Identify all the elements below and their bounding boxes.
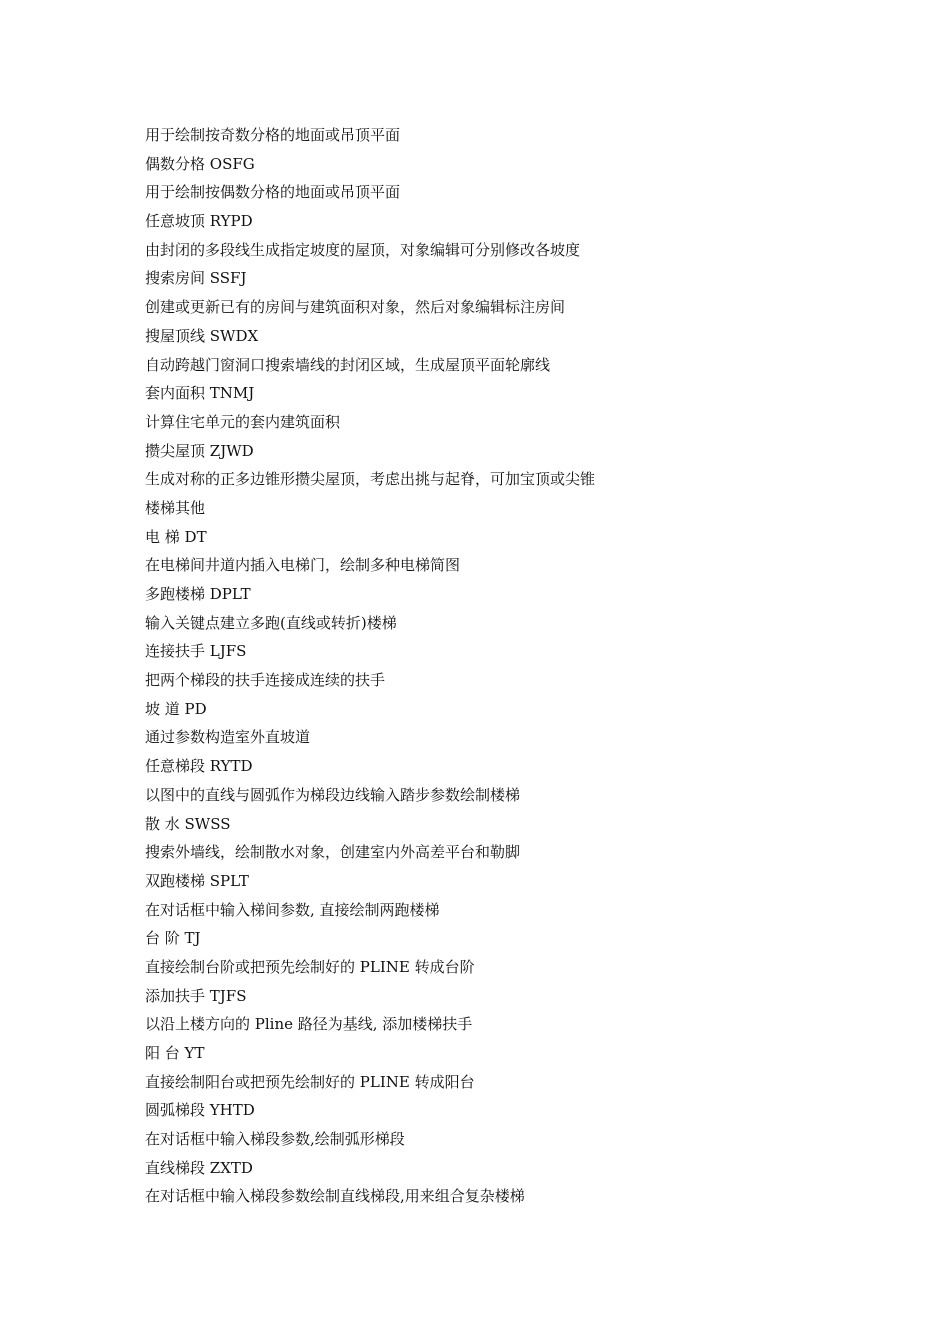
text-line: 搜索房间 SSFJ [145, 269, 247, 288]
text-line: 多跑楼梯 DPLT [145, 585, 251, 603]
text-line: 在对话框中输入梯间参数, 直接绘制两跑楼梯 [145, 900, 440, 919]
text-line: 连接扶手 LJFS [145, 642, 247, 661]
text-line: 楼梯其他 [145, 498, 206, 517]
text-line: 双跑楼梯 SPLT [145, 871, 249, 890]
document-page [145, 121, 905, 1211]
text-line: 以沿上楼方向的 Pline 路径为基线, 添加楼梯扶手 [145, 1015, 473, 1034]
text-line: 台 阶 TJ [145, 929, 201, 948]
text-line: 散 水 SWSS [145, 814, 231, 833]
text-line: 套内面积 TNMJ [145, 384, 255, 403]
text-line: 在对话框中输入梯段参数,绘制弧形梯段 [145, 1130, 405, 1149]
text-line: 计算住宅单元的套内建筑面积 [145, 412, 341, 431]
text-line: 攒尖屋顶 ZJWD [145, 441, 254, 460]
text-line: 搜索外墙线，绘制散水对象，创建室内外高差平台和勒脚 [145, 843, 521, 862]
text-line: 直接绘制阳台或把预先绘制好的 PLINE 转成阳台 [145, 1072, 475, 1091]
text-line: 把两个梯段的扶手连接成连续的扶手 [145, 671, 386, 690]
text-line: 坡 道 PD [145, 699, 207, 718]
text-line: 任意坡顶 RYPD [145, 212, 253, 231]
text-line: 通过参数构造室外直坡道 [145, 728, 311, 747]
text-line: 圆弧梯段 YHTD [145, 1101, 255, 1120]
text-line: 直接绘制台阶或把预先绘制好的 PLINE 转成台阶 [145, 957, 475, 976]
text-line: 由封闭的多段线生成指定坡度的屋顶，对象编辑可分别修改各坡度 [145, 240, 581, 259]
text-line: 直线梯段 ZXTD [145, 1158, 253, 1177]
text-line: 用于绘制按偶数分格的地面或吊顶平面 [145, 183, 401, 202]
text-line: 生成对称的正多边锥形攒尖屋顶，考虑出挑与起脊，可加宝顶或尖锥 [145, 470, 596, 489]
text-line: 用于绘制按奇数分格的地面或吊顶平面 [145, 126, 401, 144]
text-line: 阳 台 YT [145, 1044, 205, 1062]
text-line: 电 梯 DT [145, 527, 207, 546]
text-line: 任意梯段 RYTD [145, 757, 253, 776]
text-line: 搜屋顶线 SWDX [145, 326, 259, 345]
text-line: 在电梯间井道内插入电梯门，绘制多种电梯简图 [145, 556, 461, 575]
text-line: 偶数分格 OSFG [145, 154, 255, 173]
text-line: 输入关键点建立多跑(直线或转折)楼梯 [145, 613, 397, 632]
text-line: 自动跨越门窗洞口搜索墙线的封闭区域，生成屋顶平面轮廓线 [145, 355, 551, 374]
text-line: 在对话框中输入梯段参数绘制直线梯段,用来组合复杂楼梯 [145, 1187, 525, 1206]
text-line: 创建或更新已有的房间与建筑面积对象，然后对象编辑标注房间 [145, 298, 566, 317]
text-line: 以图中的直线与圆弧作为梯段边线输入踏步参数绘制楼梯 [145, 785, 521, 804]
text-line: 添加扶手 TJFS [145, 986, 247, 1005]
